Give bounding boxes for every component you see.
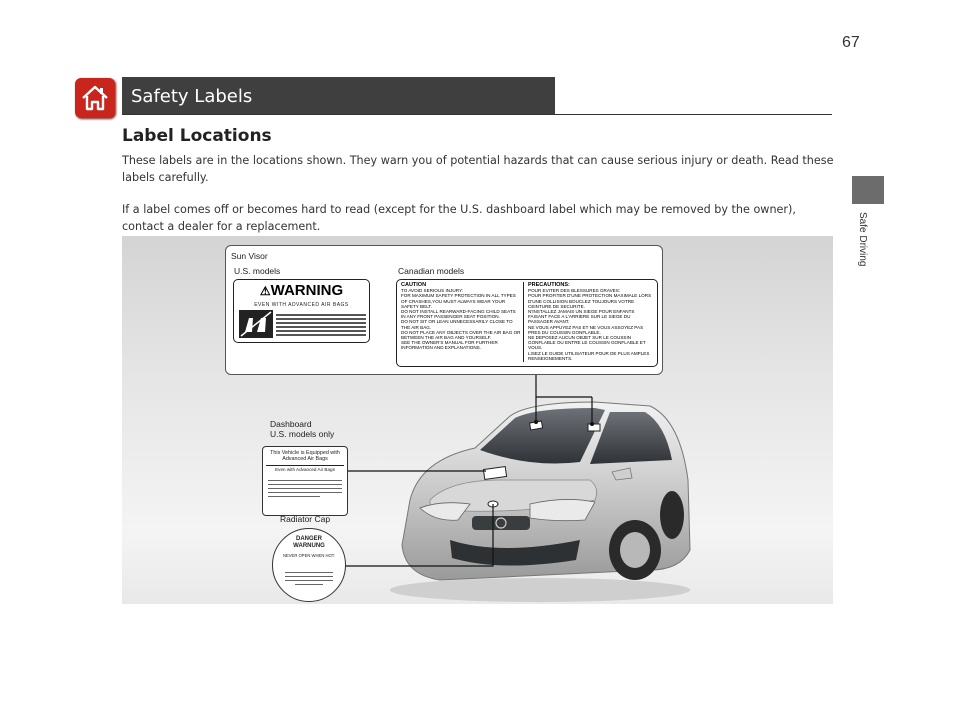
canadian-caution-sticker — [396, 279, 658, 367]
paragraph-replacement: If a label comes off or becomes hard to read (except for the U.S. dashboard label which may be removed by the owner), contact a dealer for a replacement. — [122, 203, 796, 233]
radiator-cap-label: Radiator Cap — [280, 514, 331, 524]
us-models-label: U.S. models — [234, 266, 281, 276]
warning-fine-print — [276, 312, 366, 338]
sticker-divider — [523, 282, 524, 362]
caution-english-panel — [401, 283, 521, 351]
page-number: 67 — [842, 34, 860, 51]
radiator-danger-text: DANGER — [295, 536, 322, 542]
precautions-line: N'INSTALLEZ JAMAIS UN SIEGE POUR ENFANTS FAISANT FACE A L'ARRIERE SUR LE SIEGE DU PASSAGER AVANT. — [528, 309, 635, 325]
radiator-fine-print — [285, 569, 333, 588]
precautions-line: NE DEPOSEZ AUCUN OBJET SUR LE COUSSIN GONFLABLE OU ENTRE LE COUSSIN GONFLABLE ET VOUS. — [528, 335, 646, 351]
caution-line: DO NOT SIT OR LEAN UNNECESSARILY CLOSE TO THE AIR BAG. — [401, 319, 513, 330]
dashboard-sticker-banner: Even with Advanced Air Bags — [275, 467, 335, 473]
precautions-line: LISEZ LE GUIDE UTILISATEUR POUR DE PLUS AMPLES RENSEIGNEMENTS. — [528, 350, 650, 361]
radiator-cap-sticker — [272, 528, 346, 602]
child-seat-pictogram-icon — [239, 310, 273, 338]
warning-triangle-icon: ⚠ — [259, 284, 271, 298]
chapter-tab-label: Safe Driving — [857, 212, 868, 267]
dashboard-sticker-title: Advanced Air Bags — [282, 456, 328, 463]
caution-french-panel — [528, 283, 652, 361]
dashboard-fine-print — [268, 477, 342, 500]
precautions-line: NE VOUS APPUYEZ PAS ET NE VOUS ASSOYEZ PAS PRES DU COUSSIN GONFLABLE. — [528, 324, 644, 335]
caution-line: DO NOT PLACE ANY OBJECTS OVER THE AIR BAG OR BETWEEN THE AIR BAG AND YOURSELF. — [401, 329, 521, 341]
warning-heading: ⚠WARNING — [236, 282, 367, 300]
caution-line: SEE THE OWNER'S MANUAL FOR FURTHER INFORMATION AND EXPLANATIONS. — [401, 340, 498, 351]
radiator-never-open-text: NEVER OPEN WHEN HOT. — [282, 553, 336, 558]
canadian-models-label: Canadian models — [398, 266, 465, 276]
caution-line: FOR MAXIMUM SAFETY PROTECTION IN ALL TYPES OF CRASHES,YOU MUST ALWAYS WEAR YOUR SAFETY BELT. — [401, 293, 516, 309]
dashboard-label-line: U.S. models only — [270, 429, 335, 439]
warning-sticker — [233, 279, 370, 343]
precautions-line: POUR PROFITER D'UNE PROTECTION MAXIMALE LORS D'UNE COLLISION BOUCLEZ TOUJOURS VOTRE CEINTURE DE SECURITE. — [528, 293, 652, 309]
dashboard-label-line: Dashboard — [270, 419, 312, 429]
caution-heading: CAUTION — [401, 282, 427, 288]
caution-subheading: TO AVOID SERIOUS INJURY: — [401, 288, 464, 294]
warning-subheading: EVEN WITH ADVANCED AIR BAGS — [254, 302, 349, 308]
dashboard-sticker — [262, 446, 348, 516]
caution-line: DO NOT INSTALL REARWARD-FACING CHILD SEATS IN ANY FRONT PASSENGER SEAT POSITION. — [401, 309, 516, 320]
section-title: Safety Labels — [131, 86, 253, 107]
radiator-warnung-text: WARNUNG — [293, 542, 325, 549]
subheading: Label Locations — [122, 126, 272, 146]
dashboard-sticker-title: This Vehicle is Equipped with — [270, 450, 340, 456]
precautions-heading: PRECAUTIONS: — [528, 282, 570, 288]
precautions-subheading: POUR EVITER DES BLESSURES GRAVES: — [528, 288, 621, 294]
sun-visor-label: Sun Visor — [231, 251, 268, 261]
paragraph-intro: These labels are in the locations shown. They warn you of potential hazards that can cause serious injury or death. Read these labels carefully. — [122, 154, 834, 184]
dashboard-label — [270, 419, 334, 439]
